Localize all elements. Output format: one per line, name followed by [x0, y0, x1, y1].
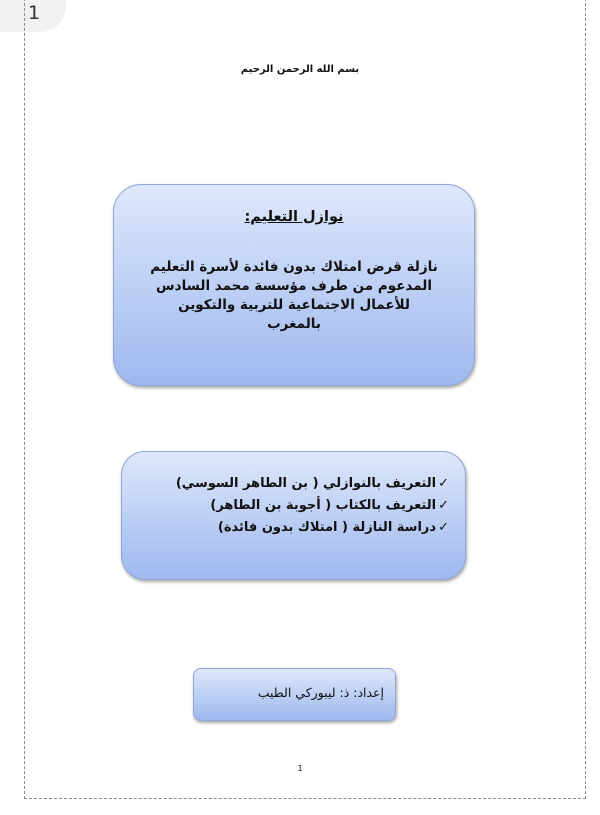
page-indicator-number: 1 — [28, 2, 41, 24]
title-box — [113, 184, 475, 386]
subtitle-line: للأعمال الاجتماعية للتربية والتكوين — [178, 297, 410, 313]
topics-box — [121, 451, 466, 580]
page-number: 1 — [297, 764, 303, 773]
topic-label: التعريف بالنوازلي ( بن الطاهر السوسي) — [175, 476, 437, 491]
topic-label: دراسة النازلة ( امتلاك بدون فائدة) — [217, 520, 437, 535]
basmala: بسم الله الرحمن الرحيم — [240, 64, 360, 75]
check-icon: ✓ — [438, 520, 449, 535]
topic-item — [176, 473, 449, 495]
author-box — [193, 668, 396, 721]
subtitle-line: المدعوم من طرف مؤسسة محمد السادس — [156, 278, 432, 294]
subtitle-line: بالمغرب — [267, 316, 321, 332]
check-icon: ✓ — [438, 498, 449, 513]
check-icon: ✓ — [438, 476, 449, 491]
topic-label: التعريف بالكتاب ( أجوبة بن الطاهر) — [210, 498, 437, 513]
document-subtitle — [128, 258, 460, 334]
document-heading: نوازل التعليم: — [244, 209, 344, 225]
topic-item — [176, 495, 449, 517]
author-label: إعداد: ذ: ليبوركي الطيب — [257, 685, 384, 700]
topics-list — [176, 473, 449, 539]
subtitle-line: نازلة قرض امتلاك بدون فائدة لأسرة التعليم — [150, 259, 438, 275]
topic-item — [176, 517, 449, 539]
